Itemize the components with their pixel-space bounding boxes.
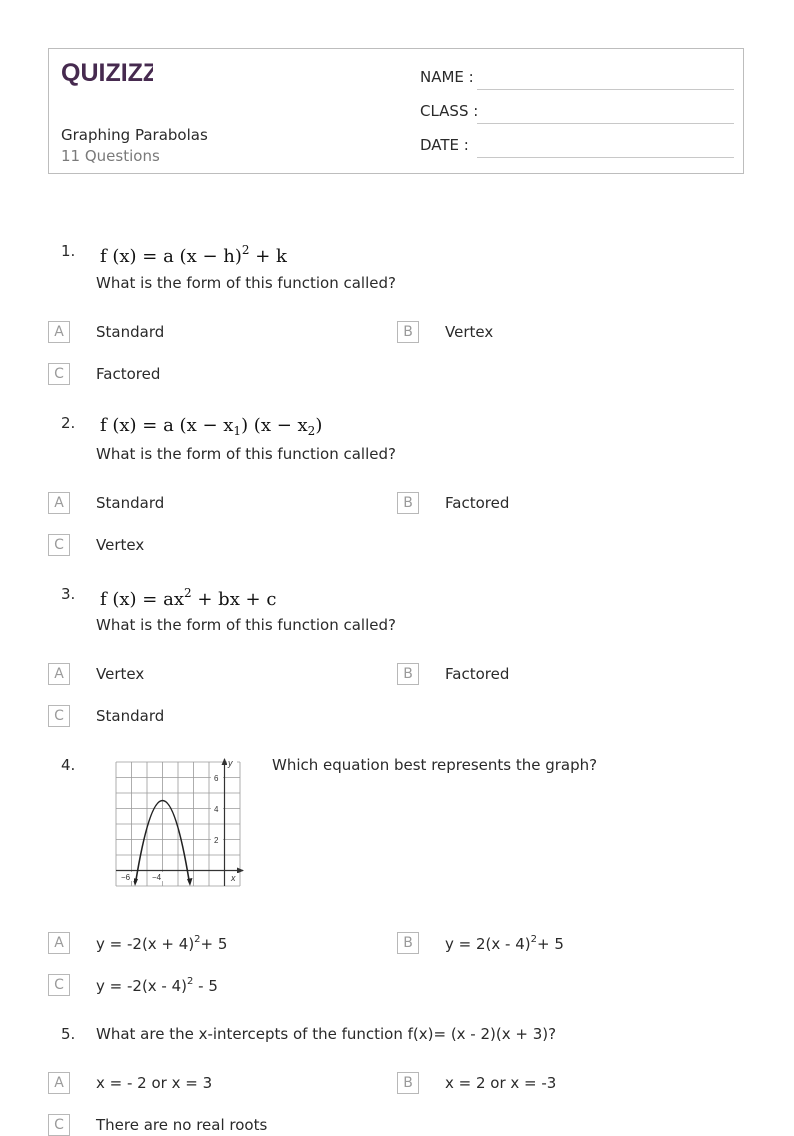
x-tick-label: −4 (152, 873, 162, 882)
curve-right-arrow (187, 878, 193, 886)
question-equation: f $(x) = ax^2$ + bx + c (100, 586, 277, 610)
question-text: What is the form of this function called? (96, 274, 396, 292)
option-letter-box[interactable]: B (397, 1072, 419, 1094)
question-number: 5. (61, 1025, 76, 1043)
y-axis-label: y (228, 758, 233, 768)
name-label: NAME : (420, 68, 474, 86)
option-text[interactable]: $y = -2(x + 4)^2+ 5$ (96, 934, 228, 953)
option-letter-box[interactable]: A (48, 321, 70, 343)
option-letter-box[interactable]: A (48, 1072, 70, 1094)
class-line[interactable] (477, 123, 734, 124)
x-axis-arrow (237, 868, 244, 874)
svg-text:QUIZIZZ: QUIZIZZ (61, 59, 153, 87)
name-line[interactable] (477, 89, 734, 90)
option-text[interactable]: x = - 2 or x = 3 (96, 1074, 213, 1092)
option-letter-box[interactable]: A (48, 663, 70, 685)
quizizz-logo (61, 57, 153, 91)
option-letter-box[interactable]: C (48, 974, 70, 996)
option-letter-box[interactable]: B (397, 932, 419, 954)
option-text[interactable]: y = -2(x - 4)$^2$ - 5 (96, 976, 218, 995)
class-label: CLASS : (420, 102, 479, 120)
option-letter-box[interactable]: B (397, 492, 419, 514)
option-letter-box[interactable]: C (48, 705, 70, 727)
question-number: 1. (61, 242, 76, 260)
option-letter-box[interactable]: B (397, 321, 419, 343)
option-text[interactable]: Factored (445, 665, 510, 683)
name-field[interactable] (420, 68, 734, 90)
worksheet-header (48, 48, 744, 174)
question-text: What are the x-intercepts of the function f(x)= (x - 2)(x + 3)? (96, 1025, 557, 1043)
option-text[interactable]: Standard (96, 494, 165, 512)
date-line[interactable] (477, 157, 734, 158)
option-text[interactable]: Vertex (96, 536, 145, 554)
option-text[interactable]: Vertex (445, 323, 494, 341)
question-text: What is the form of this function called? (96, 616, 396, 634)
option-letter-box[interactable]: A (48, 932, 70, 954)
y-tick-label: 4 (214, 805, 219, 814)
y-tick-label: 2 (214, 836, 219, 845)
x-axis-label: x (231, 873, 236, 883)
question-number: 4. (61, 756, 76, 774)
option-letter-box[interactable]: A (48, 492, 70, 514)
option-text[interactable]: y = 2(x - 4)$^2$+ 5 (445, 934, 564, 953)
option-letter-box[interactable]: C (48, 363, 70, 385)
y-tick-label: 6 (214, 774, 219, 783)
question-text: What is the form of this function called? (96, 445, 396, 463)
option-letter-box[interactable]: C (48, 534, 70, 556)
option-letter-box[interactable]: B (397, 663, 419, 685)
question-equation: f (x) = a $(x - h)^2 + k$ (100, 243, 287, 267)
parabola-graph-image (110, 756, 246, 896)
option-text[interactable]: Standard (96, 707, 165, 725)
question-text: Which equation best represents the graph? (272, 756, 598, 774)
class-field[interactable] (420, 102, 734, 124)
question-equation: f (x) = a $(x - x_1)$ $(x - x_2)$ (100, 415, 323, 438)
question-number: 2. (61, 414, 76, 432)
option-text[interactable]: x = 2 or x = -3 (445, 1074, 557, 1092)
option-text[interactable]: There are no real roots (96, 1116, 268, 1134)
option-text[interactable]: Factored (445, 494, 510, 512)
x-tick-label: −6 (121, 873, 131, 882)
date-label: DATE : (420, 136, 469, 154)
option-text[interactable]: Factored (96, 365, 161, 383)
y-axis-arrow (222, 758, 228, 765)
option-letter-box[interactable]: C (48, 1114, 70, 1136)
option-text[interactable]: Vertex (96, 665, 145, 683)
date-field[interactable] (420, 136, 734, 158)
question-number: 3. (61, 585, 76, 603)
question-count: 11 Questions (61, 147, 160, 165)
worksheet-title: Graphing Parabolas (61, 126, 208, 144)
option-text[interactable]: Standard (96, 323, 165, 341)
